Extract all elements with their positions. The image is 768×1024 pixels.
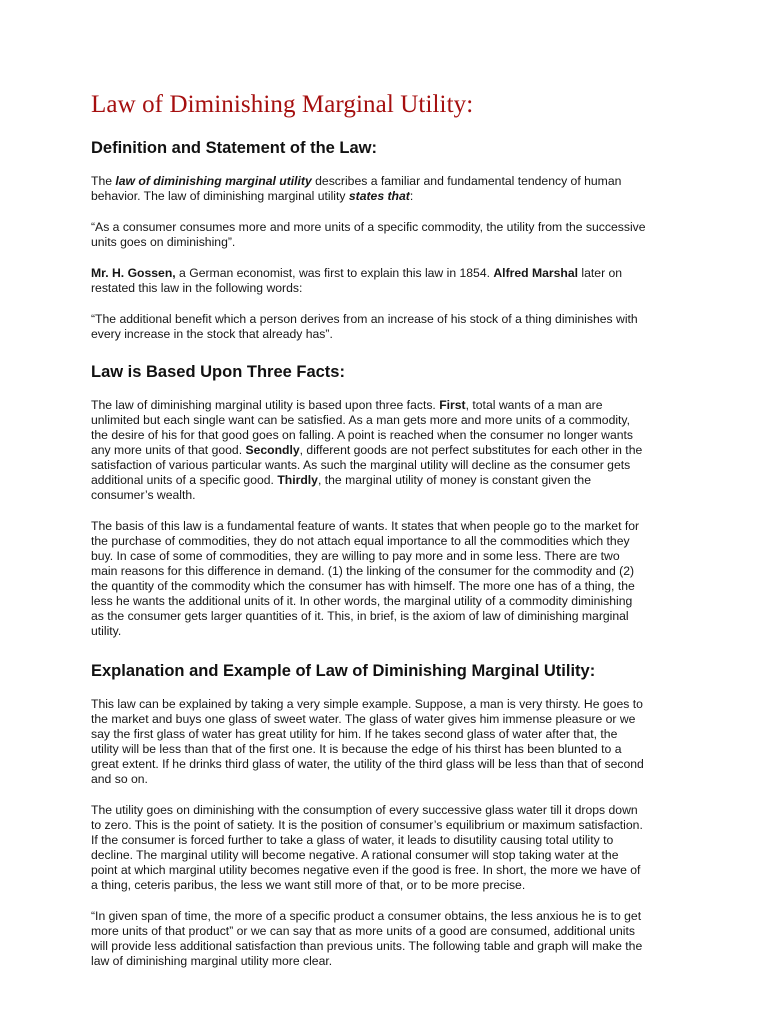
emphasis-states-that: states that <box>348 189 410 203</box>
text-run: , total wants of a man are unlimited but each single want can be satisfied. As a man gets more and more units of a commodity, the desire of his for that good goes on falling. A point is reached when the consumer no longer wants any more units of that good. <box>91 398 634 457</box>
section-heading-three-facts: Law is Based Upon Three Facts: <box>91 363 345 381</box>
paragraph-definition-intro <box>91 174 648 204</box>
paragraph-definition-quote: “As a consumer consumes more and more units of a specific commodity, the utility from the successive units goes on diminishing”. <box>91 220 646 249</box>
text-run: a German economist, was first to explain this law in 1854. <box>175 266 494 280</box>
emphasis-secondly: Secondly <box>245 443 300 457</box>
paragraph-satiety: The utility goes on diminishing with the consumption of every successive glass water till it drops down to zero. This is the point of satiety. It is the position of consumer’s equilibrium or maximum satisfaction. If the consumer is forced further to take a glass of water, it leads to disutility causing total utility to decline. The marginal utility will become negative. A rational consumer will stop taking water at the point at which marginal utility becomes negative even if the good is free. In short, the more we have of a thing, ceteris paribus, the less we want still more of that, or to be more precise. <box>91 803 643 892</box>
paragraph-example: This law can be explained by taking a very simple example. Suppose, a man is very thirsty. He goes to the market and buys one glass of sweet water. The glass of water gives him immense pleasure or we say the first glass of water has great utility for him. If he takes second glass of water after that, the utility will be less than that of the first one. It is because the edge of his thirst has been blunted to a great extent. If he drinks third glass of water, the utility of the third glass will be less than that of second and so on. <box>91 697 644 786</box>
paragraph-basis: The basis of this law is a fundamental feature of wants. It states that when people go to the market for the purchase of commodities, they do not attach equal importance to all the commodities which they buy. In case of some of commodities, they are willing to pay more and in some less. There are two main reasons for this difference in demand. (1) the linking of the consumer for the commodity and (2) the quantity of the commodity which the consumer has with himself. The more one has of a thing, the less he wants the additional units of it. In other words, the marginal utility of a commodity diminishing as the consumer gets larger quantities of it. This, in brief, is the axiom of law of diminishing marginal utility. <box>91 519 640 638</box>
emphasis-first: First <box>439 398 466 412</box>
paragraph-marshal-quote: “The additional benefit which a person derives from an increase of his stock of a thing diminishes with every increase in the stock that already has”. <box>91 312 638 341</box>
section-heading-definition: Definition and Statement of the Law: <box>91 139 378 157</box>
section-definition <box>91 138 648 342</box>
section-explanation <box>91 661 648 969</box>
text-run: The law of diminishing marginal utility is based upon three facts. <box>91 398 440 412</box>
name-marshal: Alfred Marshal <box>493 266 579 280</box>
text-run: : <box>409 189 414 203</box>
emphasis-thirdly: Thirdly <box>277 473 318 487</box>
text-run: , the marginal utility of money is constant given the consumer’s wealth. <box>91 473 591 502</box>
emphasis-law-name: law of diminishing marginal utility <box>115 174 312 188</box>
section-heading-explanation: Explanation and Example of Law of Diminishing Marginal Utility: <box>91 662 596 680</box>
paragraph-three-facts <box>91 398 648 503</box>
text-run: describes a familiar and fundamental tendency of human behavior. The law of diminishing marginal utility <box>91 174 622 203</box>
name-gossen: Mr. H. Gossen, <box>91 266 176 280</box>
page-title: Law of Diminishing Marginal Utility: <box>91 91 474 118</box>
paragraph-conclusion: “In given span of time, the more of a specific product a consumer obtains, the less anxious he is to get more units of that product” or we can say that as more units of a good are consumed, additional units will provide less additional satisfaction than previous units. The following table and graph will make the law of diminishing marginal utility more clear. <box>91 909 643 968</box>
section-three-facts <box>91 362 648 639</box>
text-run: The <box>91 174 116 188</box>
paragraph-gossen <box>91 266 648 296</box>
text-run: , different goods are not perfect substitutes for each other in the satisfaction of various particular wants. As such the marginal utility will decline as the consumer gets additional units of a specific good. <box>91 443 643 487</box>
text-run: later on restated this law in the following words: <box>91 266 623 295</box>
